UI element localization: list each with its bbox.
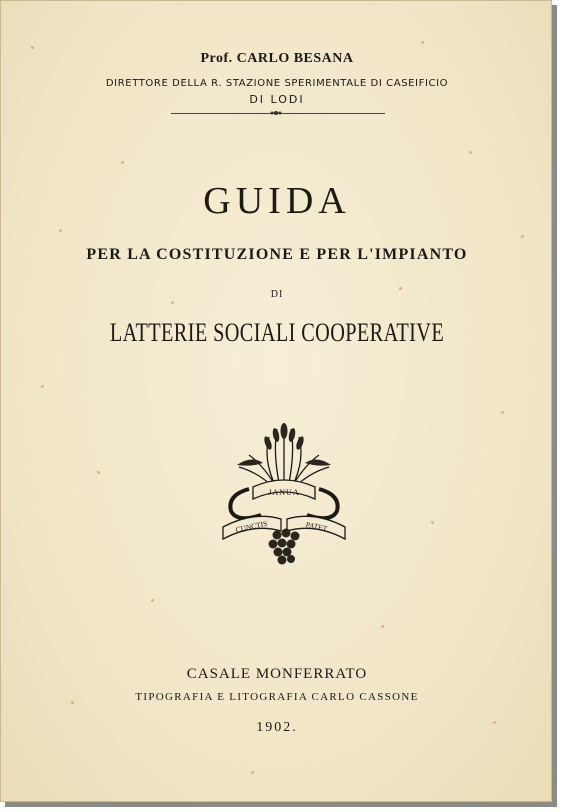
emblem-ribbon-left: CUNCTIS — [234, 518, 269, 535]
paper-speck — [421, 41, 424, 44]
paper-speck — [381, 625, 384, 628]
institution-city: DI LODI — [249, 93, 305, 106]
emblem-ribbon-right: PATET — [304, 519, 329, 534]
book-main-subject: LATTERIE SOCIALI COOPERATIVE — [109, 318, 445, 347]
publication-place: CASALE MONFERRATO — [186, 666, 368, 682]
publication-year: 1902. — [256, 720, 298, 735]
author-name: Prof. CARLO BESANA — [200, 51, 354, 66]
paper-speck — [521, 235, 524, 238]
book-title: GUIDA — [203, 180, 351, 222]
emblem-ribbon-top: JANUA — [268, 488, 300, 497]
paper-speck — [41, 385, 44, 388]
paper-speck — [97, 471, 100, 474]
printer-emblem-icon — [219, 415, 349, 570]
paper-speck — [251, 771, 254, 774]
paper-speck — [151, 599, 154, 602]
paper-speck — [431, 521, 434, 524]
author-role: DIRETTORE DELLA R. STAZIONE SPERIMENTALE DI CASEIFICIO — [105, 78, 449, 89]
paper-speck — [171, 301, 174, 304]
title-connector: DI — [270, 289, 284, 300]
book-subtitle: PER LA COSTITUZIONE E PER L'IMPIANTO — [86, 246, 468, 263]
paper-speck — [59, 229, 62, 232]
paper-speck — [501, 411, 504, 414]
paper-speck — [469, 151, 472, 154]
publisher-name: TIPOGRAFIA E LITOGRAFIA CARLO CASSONE — [135, 691, 419, 703]
paper-speck — [121, 161, 124, 164]
paper-speck — [31, 46, 34, 49]
divider-ornament-icon — [269, 110, 283, 116]
